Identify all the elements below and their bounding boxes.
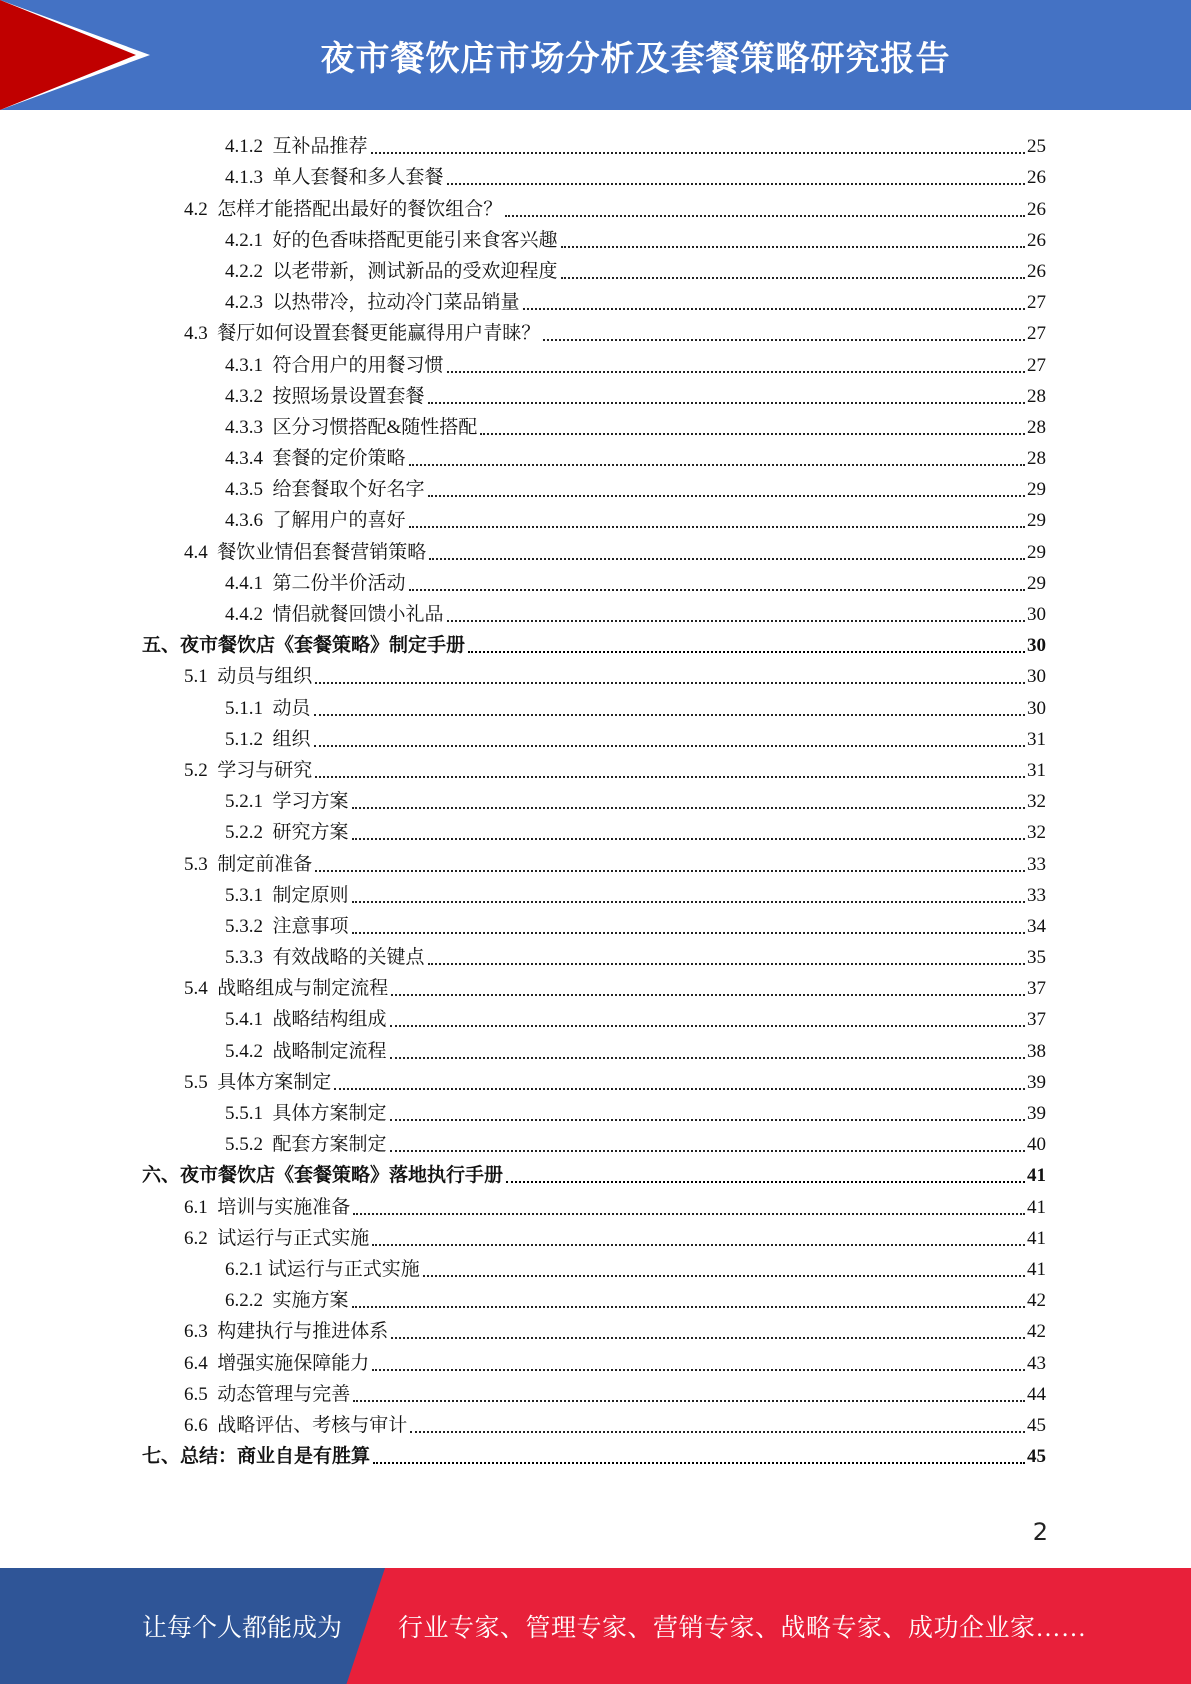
toc-entry-label: 按照场景设置套餐 [272, 385, 425, 407]
toc-entry-label: 战略评估、考核与审计 [217, 1414, 408, 1436]
toc-dot-leader [391, 994, 1025, 996]
footer-banner [0, 1568, 1191, 1684]
toc-entry[interactable] [0, 158, 1191, 189]
toc-entry-label: 互补品推荐 [272, 136, 368, 158]
toc-entry-label: 有效战略的关键点 [272, 947, 425, 969]
toc-entry-number: 5.1.1 [225, 697, 273, 719]
toc-entry-label: 套餐的定价策略 [272, 448, 406, 470]
toc-dot-leader [390, 1150, 1025, 1152]
toc-entry-number: 6.6 [184, 1414, 218, 1436]
toc-entry-page: 37 [1027, 978, 1046, 1000]
toc-dot-leader [447, 183, 1025, 185]
toc-entry-number: 5.5.1 [225, 1103, 273, 1124]
toc-dot-leader [468, 651, 1025, 653]
toc-entry-number: 4.1.3 [225, 167, 273, 189]
toc-entry-page: 28 [1027, 385, 1046, 407]
toc-entry-page: 42 [1027, 1321, 1046, 1343]
toc-entry-number: 5.4.1 [225, 1009, 273, 1031]
toc-entry-line [0, 1320, 1191, 1343]
toc-entry-number: 5.2 [184, 759, 218, 781]
toc-dot-leader [428, 402, 1025, 404]
toc-dot-leader [372, 1244, 1025, 1246]
toc-entry[interactable] [0, 1000, 1191, 1031]
toc-entry-page: 44 [1027, 1383, 1046, 1405]
toc-entry-line [0, 1227, 1191, 1250]
toc-entry-label: 学习与研究 [217, 759, 313, 781]
toc-entry-line [0, 1196, 1191, 1219]
toc-entry-number: 5.3 [184, 853, 218, 875]
toc-entry-label: 情侣就餐回馈小礼品 [272, 604, 444, 625]
toc-entry[interactable] [0, 1312, 1191, 1343]
toc-entry-line [0, 1102, 1191, 1125]
toc-entry-line [0, 291, 1191, 314]
toc-entry[interactable] [0, 1281, 1191, 1312]
toc-entry-label: 试运行与正式实施 [217, 1227, 370, 1249]
toc-entry[interactable] [0, 969, 1191, 1000]
toc-entry-line [0, 385, 1191, 408]
toc-entry-label: 增强实施保障能力 [217, 1352, 370, 1374]
toc-entry-label: 组织 [272, 728, 311, 750]
toc-entry-page: 26 [1027, 229, 1046, 251]
toc-entry-line [0, 1008, 1191, 1031]
toc-entry-page: 30 [1027, 604, 1046, 625]
toc-entry-page: 30 [1027, 697, 1046, 719]
toc-entry-number: 5.3.2 [225, 915, 273, 937]
toc-dot-leader [410, 1431, 1025, 1433]
toc-entry-number: 5.4 [184, 978, 218, 1000]
toc-entry-page: 26 [1027, 198, 1046, 220]
toc-entry-number: 5.3.1 [225, 884, 273, 906]
toc-entry[interactable] [0, 907, 1191, 938]
toc-entry-page: 29 [1027, 479, 1046, 501]
toc-dot-leader [480, 433, 1025, 435]
toc-entry[interactable] [0, 626, 1191, 657]
toc-entry-page: 28 [1027, 448, 1046, 470]
toc-entry-line [0, 229, 1191, 252]
toc-entry[interactable] [0, 813, 1191, 844]
toc-entry-number: 4.3.5 [225, 479, 273, 501]
toc-entry-line [0, 853, 1191, 876]
toc-dot-leader [391, 1337, 1025, 1339]
toc-entry-number: 4.1.2 [225, 136, 273, 158]
toc-dot-leader [409, 464, 1025, 466]
toc-entry-number: 4.2.2 [225, 260, 273, 282]
toc-entry-number: 4.4 [184, 541, 218, 563]
toc-dot-leader [353, 1400, 1025, 1402]
toc-entry-label: 配套方案制定 [272, 1134, 387, 1156]
toc-entry-number: 5.1.2 [225, 728, 273, 750]
toc-entry-label: 具体方案制定 [272, 1103, 387, 1124]
toc-entry-label: 第二份半价活动 [272, 572, 406, 594]
toc-entry-page: 45 [1027, 1446, 1046, 1468]
toc-entry-line [0, 447, 1191, 470]
toc-entry-page: 42 [1027, 1290, 1046, 1312]
toc-entry-line [0, 1164, 1191, 1187]
toc-dot-leader [352, 838, 1025, 840]
toc-entry[interactable] [0, 314, 1191, 345]
toc-entry-label: 餐饮业情侣套餐营销策略 [217, 541, 427, 563]
toc-entry-label: 注意事项 [272, 915, 349, 937]
toc-entry-label: 符合用户的用餐习惯 [272, 354, 444, 376]
toc-entry-page: 38 [1027, 1040, 1046, 1062]
toc-entry-label: 餐厅如何设置套餐更能赢得用户青睐？ [217, 323, 541, 345]
toc-entry[interactable] [0, 751, 1191, 782]
toc-entry-line [0, 915, 1191, 938]
toc-entry-number: 4.3.3 [225, 416, 273, 438]
toc-entry-number: 4.4.2 [225, 604, 273, 625]
toc-entry-line [0, 354, 1191, 377]
toc-entry-line [0, 790, 1191, 813]
toc-dot-leader [423, 1275, 1025, 1277]
toc-entry-line [0, 946, 1191, 969]
toc-entry-page: 41 [1027, 1165, 1046, 1187]
toc-entry-line [0, 884, 1191, 907]
toc-entry-label: 怎样才能搭配出最好的餐饮组合？ [217, 198, 503, 220]
toc-entry-number: 4.2 [184, 198, 218, 220]
toc-dot-leader [561, 277, 1025, 279]
toc-entry-number: 6.4 [184, 1352, 218, 1374]
toc-entry-label: 战略组成与制定流程 [217, 978, 389, 1000]
toc-entry[interactable] [0, 189, 1191, 220]
toc-entry-label: 构建执行与推进体系 [217, 1321, 389, 1343]
toc-entry-number: 6.2.1 [225, 1258, 268, 1280]
toc-entry-label: 动员 [272, 697, 311, 719]
toc-entry-number: 6.2 [184, 1227, 218, 1249]
page-number: 2 [1032, 1518, 1048, 1546]
toc-entry-page: 45 [1027, 1414, 1046, 1436]
toc-entry-page: 41 [1027, 1196, 1046, 1218]
toc-entry[interactable] [0, 1125, 1191, 1156]
toc-entry-line [0, 1445, 1191, 1468]
toc-entry[interactable] [0, 657, 1191, 688]
header-banner [0, 0, 1191, 110]
toc-entry[interactable] [0, 345, 1191, 376]
toc-entry-label: 以热带冷，拉动冷门菜品销量 [272, 292, 520, 314]
toc-entry-line [0, 1289, 1191, 1312]
toc-entry-line [0, 1071, 1191, 1094]
toc-dot-leader [561, 246, 1025, 248]
toc-entry-page: 34 [1027, 915, 1046, 937]
toc-entry-label: 六、夜市餐饮店《套餐策略》落地执行手册 [142, 1165, 504, 1187]
footer-slogan-right: 行业专家、管理专家、营销专家、战略专家、成功企业家…… [398, 1615, 1087, 1642]
toc-dot-leader [390, 1025, 1025, 1027]
toc-entry-page: 33 [1027, 853, 1046, 875]
toc-entry-page: 40 [1027, 1134, 1046, 1156]
toc-entry-page: 37 [1027, 1009, 1046, 1031]
toc-dot-leader [352, 807, 1025, 809]
toc-dot-leader [506, 1181, 1025, 1183]
toc-entry-number: 4.3 [184, 323, 218, 345]
toc-entry-line [0, 198, 1191, 221]
toc-dot-leader [352, 1306, 1025, 1308]
toc-entry-label: 单人套餐和多人套餐 [272, 167, 444, 189]
toc-entry-page: 32 [1027, 822, 1046, 844]
toc-entry-label: 战略结构组成 [272, 1009, 387, 1031]
toc-entry-page: 30 [1027, 635, 1046, 657]
toc-entry[interactable] [0, 439, 1191, 470]
toc-entry-line [0, 260, 1191, 283]
toc-entry-page: 29 [1027, 572, 1046, 594]
toc-entry-label: 具体方案制定 [217, 1071, 332, 1093]
toc-entry-label: 研究方案 [272, 822, 349, 844]
toc-entry-line [0, 1133, 1191, 1156]
toc-entry-line [0, 1352, 1191, 1375]
toc-entry[interactable] [0, 1406, 1191, 1437]
toc-entry-label: 以老带新，测试新品的受欢迎程度 [272, 260, 558, 282]
toc-entry[interactable] [0, 1250, 1191, 1281]
document-title: 夜市餐饮店市场分析及套餐策略研究报告 [320, 38, 951, 79]
toc-entry-page: 32 [1027, 791, 1046, 813]
toc-dot-leader [352, 932, 1025, 934]
toc-entry-number: 4.2.1 [225, 229, 273, 251]
toc-dot-leader [371, 152, 1025, 154]
toc-entry-page: 26 [1027, 260, 1046, 282]
toc-dot-leader [409, 589, 1025, 591]
toc-entry-page: 41 [1027, 1258, 1046, 1280]
toc-dot-leader [390, 1119, 1025, 1121]
toc-entry[interactable] [0, 938, 1191, 969]
toc-entry[interactable] [0, 532, 1191, 563]
table-of-contents [0, 127, 1191, 1468]
toc-entry-line [0, 697, 1191, 720]
toc-entry-number: 5.2.2 [225, 822, 273, 844]
toc-entry-line [0, 166, 1191, 189]
toc-entry[interactable] [0, 1156, 1191, 1187]
toc-entry-page: 33 [1027, 884, 1046, 906]
toc-entry-label: 好的色香味搭配更能引来食客兴趣 [272, 229, 558, 251]
toc-entry[interactable] [0, 1094, 1191, 1125]
toc-entry[interactable] [0, 1031, 1191, 1062]
toc-entry-line [0, 322, 1191, 345]
toc-entry-page: 35 [1027, 947, 1046, 969]
toc-entry-number: 4.3.1 [225, 354, 273, 376]
toc-entry-line [0, 416, 1191, 439]
toc-entry-page: 30 [1027, 666, 1046, 688]
toc-dot-leader [429, 558, 1025, 560]
toc-entry-page: 39 [1027, 1103, 1046, 1124]
toc-entry-page: 27 [1027, 292, 1046, 314]
toc-entry-number: 4.3.2 [225, 385, 273, 407]
toc-entry-line [0, 603, 1191, 626]
toc-entry-line [0, 1040, 1191, 1063]
toc-entry-page: 26 [1027, 167, 1046, 189]
toc-dot-leader [314, 714, 1025, 716]
header-arrow-icon [0, 0, 136, 110]
toc-dot-leader [428, 495, 1025, 497]
toc-entry-line [0, 1414, 1191, 1437]
toc-entry[interactable] [0, 501, 1191, 532]
toc-dot-leader [315, 682, 1025, 684]
toc-entry-number: 5.2.1 [225, 791, 273, 813]
toc-entry-line [0, 1383, 1191, 1406]
toc-entry[interactable] [0, 1063, 1191, 1094]
toc-entry[interactable] [0, 1187, 1191, 1218]
toc-entry-line [0, 728, 1191, 751]
toc-entry[interactable] [0, 127, 1191, 158]
toc-entry-label: 战略制定流程 [272, 1040, 387, 1062]
toc-dot-leader [428, 963, 1025, 965]
toc-entry-number: 6.3 [184, 1321, 218, 1343]
toc-entry[interactable] [0, 595, 1191, 626]
toc-entry[interactable] [0, 1437, 1191, 1468]
toc-entry-page: 39 [1027, 1071, 1046, 1093]
toc-entry[interactable] [0, 1375, 1191, 1406]
toc-entry[interactable] [0, 688, 1191, 719]
toc-entry-label: 动员与组织 [217, 666, 313, 688]
toc-entry-line [0, 665, 1191, 688]
toc-entry[interactable] [0, 252, 1191, 283]
toc-entry[interactable] [0, 844, 1191, 875]
toc-entry-line [0, 634, 1191, 657]
toc-entry-number: 6.5 [184, 1383, 218, 1405]
toc-entry-label: 七、总结：商业自是有胜算 [142, 1446, 371, 1468]
toc-entry[interactable] [0, 408, 1191, 439]
toc-dot-leader [409, 526, 1025, 528]
toc-entry[interactable] [0, 377, 1191, 408]
toc-entry-number: 5.5 [184, 1071, 218, 1093]
toc-entry-page: 41 [1027, 1227, 1046, 1249]
toc-entry-line [0, 759, 1191, 782]
toc-entry-page: 29 [1027, 541, 1046, 563]
toc-entry-label: 动态管理与完善 [217, 1383, 351, 1405]
toc-entry-line [0, 135, 1191, 158]
toc-entry-label: 培训与实施准备 [217, 1196, 351, 1218]
toc-entry-number: 4.2.3 [225, 292, 273, 314]
toc-entry-line [0, 541, 1191, 564]
toc-entry-label: 制定原则 [272, 884, 349, 906]
toc-entry[interactable] [0, 1219, 1191, 1250]
toc-entry-label: 区分习惯搭配&随性搭配 [272, 416, 478, 438]
toc-entry-page: 27 [1027, 354, 1046, 376]
toc-entry[interactable] [0, 564, 1191, 595]
toc-dot-leader [543, 339, 1025, 341]
toc-dot-leader [523, 308, 1025, 310]
toc-entry-page: 27 [1027, 323, 1046, 345]
toc-dot-leader [315, 776, 1025, 778]
toc-entry-page: 25 [1027, 136, 1046, 158]
toc-dot-leader [334, 1088, 1025, 1090]
toc-entry-line [0, 821, 1191, 844]
toc-entry-line [0, 572, 1191, 595]
toc-entry[interactable] [0, 720, 1191, 751]
toc-entry-line [0, 1258, 1191, 1281]
toc-entry-label: 学习方案 [272, 791, 349, 813]
toc-dot-leader [353, 1213, 1025, 1215]
toc-dot-leader [373, 1462, 1025, 1464]
toc-entry[interactable] [0, 283, 1191, 314]
toc-entry-line [0, 478, 1191, 501]
toc-entry-page: 31 [1027, 759, 1046, 781]
toc-entry-number: 4.3.4 [225, 448, 273, 470]
toc-entry-label: 实施方案 [272, 1290, 349, 1312]
toc-dot-leader [505, 215, 1025, 217]
toc-entry-number: 4.3.6 [225, 510, 273, 532]
toc-entry-number: 4.4.1 [225, 572, 273, 594]
toc-entry-label: 给套餐取个好名字 [272, 479, 425, 501]
toc-entry-page: 43 [1027, 1352, 1046, 1374]
toc-dot-leader [447, 620, 1025, 622]
toc-entry-label: 制定前准备 [217, 853, 313, 875]
toc-entry-number: 5.5.2 [225, 1134, 273, 1156]
toc-entry-number: 5.3.3 [225, 947, 273, 969]
toc-entry-number: 5.4.2 [225, 1040, 273, 1062]
toc-dot-leader [352, 901, 1025, 903]
toc-entry[interactable] [0, 221, 1191, 252]
toc-entry-page: 28 [1027, 416, 1046, 438]
toc-entry-number: 6.2.2 [225, 1290, 273, 1312]
toc-entry[interactable] [0, 782, 1191, 813]
toc-entry[interactable] [0, 876, 1191, 907]
toc-entry-line [0, 509, 1191, 532]
toc-dot-leader [447, 371, 1025, 373]
toc-entry-label: 五、夜市餐饮店《套餐策略》制定手册 [142, 635, 466, 657]
toc-dot-leader [315, 870, 1025, 872]
toc-entry[interactable] [0, 1343, 1191, 1374]
footer-slogan-left: 让每个人都能成为 [142, 1615, 343, 1642]
toc-entry[interactable] [0, 470, 1191, 501]
toc-entry-number: 6.1 [184, 1196, 218, 1218]
toc-entry-number: 5.1 [184, 666, 218, 688]
toc-dot-leader [314, 745, 1025, 747]
toc-entry-line [0, 977, 1191, 1000]
toc-dot-leader [390, 1057, 1025, 1059]
toc-dot-leader [372, 1369, 1025, 1371]
toc-entry-page: 29 [1027, 510, 1046, 532]
toc-entry-label: 试运行与正式实施 [267, 1258, 420, 1280]
toc-entry-page: 31 [1027, 728, 1046, 750]
toc-entry-label: 了解用户的喜好 [272, 510, 406, 532]
